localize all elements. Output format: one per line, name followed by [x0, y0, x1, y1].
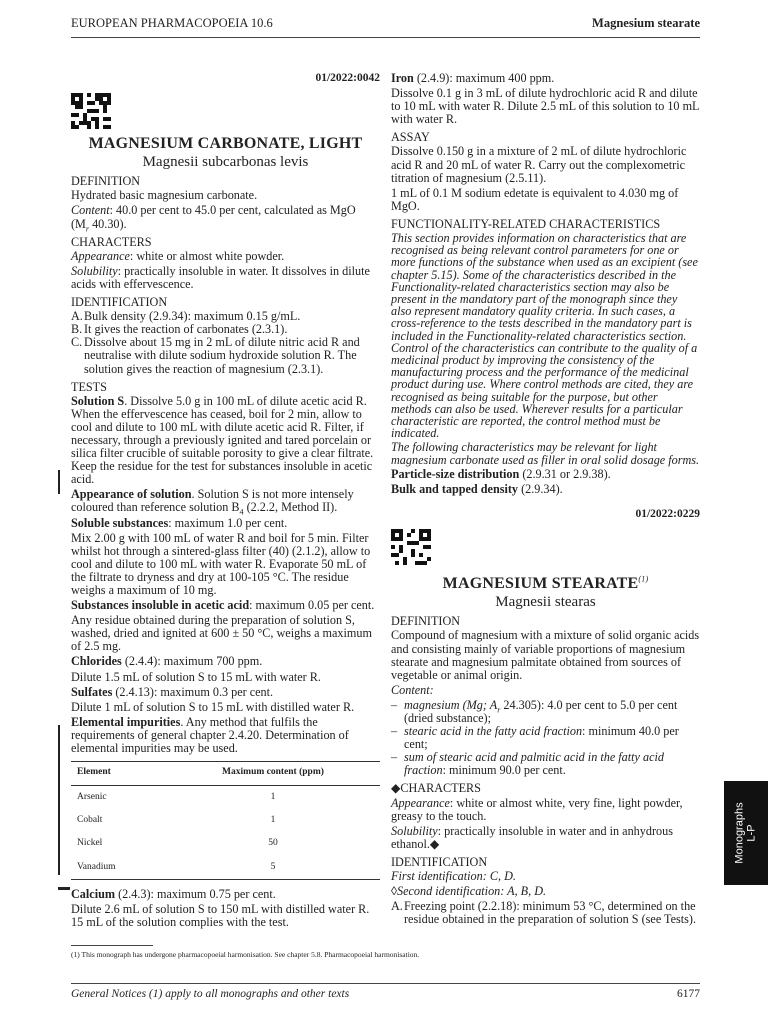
table-header: Maximum content (ppm): [166, 762, 380, 786]
monograph-title: MAGNESIUM CARBONATE, LIGHT: [88, 135, 363, 153]
change-bar: [58, 470, 60, 494]
frc-text: This section provides information on characteristics that are recognised as being relevant control parameters for one or more functions of the substance when used as an excipient (see chapter 5.15). Some of the characteristics described in the Functionality-related characteristics section may also be present in the mandatory part of the monograph since they also represent mandatory quality criteria. In such cases, a cross-reference to the tests described in the mandatory part is included in the Functionality-related characteristics section. Control of the characteristics can contribute to the quality of a medicinal product by improving the consistency of the manufacturing process and the performance of the medicinal product during use. Where control methods are cited, they are recognised as being suitable for the purpose, but other methods can also be used. Wherever results for a particular characteristic are reported, the control method must be indicated.: [391, 231, 698, 441]
left-column: [71, 72, 380, 931]
monograph-title: MAGNESIUM STEARATE$^{(1)}$: [442, 574, 649, 593]
content-item: – sum of stearic acid and palmitic acid in the fatty acid fraction: minimum 90.0 per cent.: [391, 750, 664, 778]
chlorides-limit: Chlorides (2.4.4): maximum 700 ppm.: [71, 654, 263, 669]
section-heading: DEFINITION: [71, 174, 141, 189]
insoluble-limit: Substances insoluble in acetic acid: maximum 0.05 per cent.: [71, 598, 375, 613]
bulk-density-item: Bulk and tapped density (2.9.34).: [391, 481, 563, 496]
identification-item: A. Freezing point (2.2.18): minimum 53 °C, determined on the residue obtained in the preparation of solution S (see Tests).: [391, 899, 697, 927]
appearance-text: Appearance: white or almost white powder.: [71, 248, 285, 263]
header-rule: [71, 37, 700, 38]
content-item: – stearic acid in the fatty acid fraction: minimum 40.0 per cent;: [391, 724, 679, 752]
solution-s-text: Solution S. Dissolve 5.0 g in 100 mL of dilute acetic acid R. When the effervescence has ceased, boil for 2 min, allow to cool and dilute to 100 mL with dilute acetic acid R. Filter, if necessary, through a previously ignited and tared porcelain or silica filter crucible of suitable porosity to give a clear filtrate. Keep the residue for the test for substances insoluble in acetic acid.: [71, 393, 374, 487]
section-heading: IDENTIFICATION: [391, 854, 488, 869]
table-row: Vanadium 5: [71, 856, 380, 880]
solubility-text: Solubility: practically insoluble in water and in anhydrous ethanol.◆: [391, 823, 673, 851]
calcium-limit: Calcium (2.4.3): maximum 0.75 per cent.: [71, 886, 276, 901]
tab-range: L-P: [746, 824, 758, 842]
page-number: 6177: [677, 988, 700, 1000]
section-heading: FUNCTIONALITY-RELATED CHARACTERISTICS: [391, 216, 661, 231]
table-row: Cobalt 1: [77, 815, 276, 826]
identification-item: B. It gives the reaction of carbonates (2.3.1).: [71, 322, 288, 337]
section-heading: ◆CHARACTERS: [391, 781, 481, 796]
calcium-text: Dilute 2.6 mL of solution S to 150 mL with distilled water R. 15 mL of the solution complies with the test.: [71, 901, 370, 929]
iron-limit: Iron (2.4.9): maximum 400 ppm.: [391, 71, 555, 85]
footer-note: General Notices (1) apply to all monographs and other texts: [71, 988, 350, 1000]
particle-size-item: Particle-size distribution (2.9.31 or 2.9.38).: [391, 466, 611, 481]
elemental-impurities-table: [71, 761, 380, 879]
iron-text: Dissolve 0.1 g in 3 mL of dilute hydrochloric acid R and dilute to 10 mL with water R. Dilute 2.5 mL of this solution to 10 mL with water R.: [391, 86, 700, 127]
latin-name: Magnesii stearas: [495, 594, 596, 611]
monograph-reference: 01/2022:0042: [315, 72, 380, 84]
sulfates-limit: Sulfates (2.4.13): maximum 0.3 per cent.: [71, 684, 274, 699]
running-header-left: EUROPEAN PHARMACOPOEIA 10.6: [71, 16, 273, 30]
section-heading: CHARACTERS: [71, 234, 152, 249]
soluble-substances-limit: Soluble substances: maximum 1.0 per cent.: [71, 515, 288, 530]
solubility-text: Solubility: practically insoluble in water. It dissolves in dilute acids with effervescence.: [71, 263, 370, 291]
latin-name: Magnesii subcarbonas levis: [142, 154, 309, 171]
soluble-substances-text: Mix 2.00 g with 100 mL of water R and boil for 5 min. Filter whilst hot through a sintered-glass filter (40) (2.1.2), allow to cool and dilute to 100 mL with water R. Evaporate 50 mL of the filtrate to dryness and dry at 100-105 °C. The residue weighs a maximum of 10 mg.: [71, 530, 371, 597]
running-header-right: Magnesium stearate: [592, 16, 700, 30]
change-bar-end: [58, 887, 70, 890]
chlorides-text: Dilute 1.5 mL of solution S to 15 mL with water R.: [71, 669, 321, 684]
assay-equivalence: 1 mL of 0.1 M sodium edetate is equivalent to 4.030 mg of MgO.: [391, 185, 679, 213]
definition-text: Compound of magnesium with a mixture of solid organic acids and consisting mainly of variable proportions of magnesium stearate and magnesium palmitate obtained from sources of vegetable or animal origin.: [391, 628, 700, 682]
assay-text: Dissolve 0.150 g in a mixture of 2 mL of dilute hydrochloric acid R and 20 mL of water R. Carry out the complexometric titration of magnesium (2.5.11).: [391, 144, 687, 185]
second-identification: ◊Second identification: A, B, D.: [391, 884, 547, 899]
definition-text: Hydrated basic magnesium carbonate.: [71, 188, 258, 203]
section-heading: TESTS: [71, 379, 107, 394]
elemental-impurities-text: Elemental impurities. Any method that fulfils the requirements of general chapter 2.4.20. Determination of elemental impurities may be used.: [71, 714, 349, 756]
identification-item: A. Bulk density (2.9.34): maximum 0.15 g/mL.: [71, 309, 301, 324]
content-text: Content: 40.0 per cent to 45.0 per cent, calculated as MgO ($M_r$ 40.30).: [71, 203, 356, 233]
appearance-text: Appearance: white or almost white, very fine, light powder, greasy to the touch.: [391, 795, 683, 823]
tab-label: Monographs: [734, 802, 746, 864]
content-label: Content:: [391, 682, 434, 697]
insoluble-text: Any residue obtained during the preparation of solution S, washed, dried and ignited at 600 ± 50 °C, weighs a maximum of 2.5 mg.: [71, 613, 372, 654]
frc-text-2: The following characteristics may be relevant for light magnesium carbonate used as filler in oral solid dosage forms.: [391, 440, 700, 467]
table-header: Element: [71, 762, 166, 786]
change-bar: [58, 725, 60, 875]
identification-item: C. Dissolve about 15 mg in 2 mL of dilute nitric acid R and neutralise with dilute sodium hydroxide solution R. The solution gives the reaction of magnesium (2.3.1).: [71, 335, 360, 376]
right-column: [391, 72, 700, 926]
footnote-rule: [71, 945, 153, 946]
first-identification: First identification: C, D.: [391, 869, 516, 884]
qr-code-icon: [391, 529, 431, 565]
section-heading: ASSAY: [391, 130, 430, 145]
section-heading: IDENTIFICATION: [71, 295, 168, 310]
table-row: Nickel 50: [77, 838, 278, 849]
footnote: (1) This monograph has undergone pharmacopoeial harmonisation. See chapter 5.8. Pharmacopoeial harmonisation.: [71, 950, 420, 959]
sulfates-text: Dilute 1 mL of solution S to 15 mL with distilled water R.: [71, 699, 355, 714]
content-item: – magnesium (Mg; $A_r$ 24.305): 4.0 per cent to 5.0 per cent (dried substance);: [391, 697, 678, 726]
footer-rule: [71, 983, 700, 984]
qr-code-icon: [71, 93, 111, 129]
section-heading: DEFINITION: [391, 614, 461, 629]
appearance-solution-text: Appearance of solution. Solution S is not more intensely coloured than reference solution $B_4$ (2.2.2, Method II).: [71, 487, 354, 517]
table-row: Arsenic 1: [77, 792, 276, 803]
section-thumb-tab: [724, 781, 768, 885]
monograph-reference: 01/2022:0229: [635, 508, 700, 521]
